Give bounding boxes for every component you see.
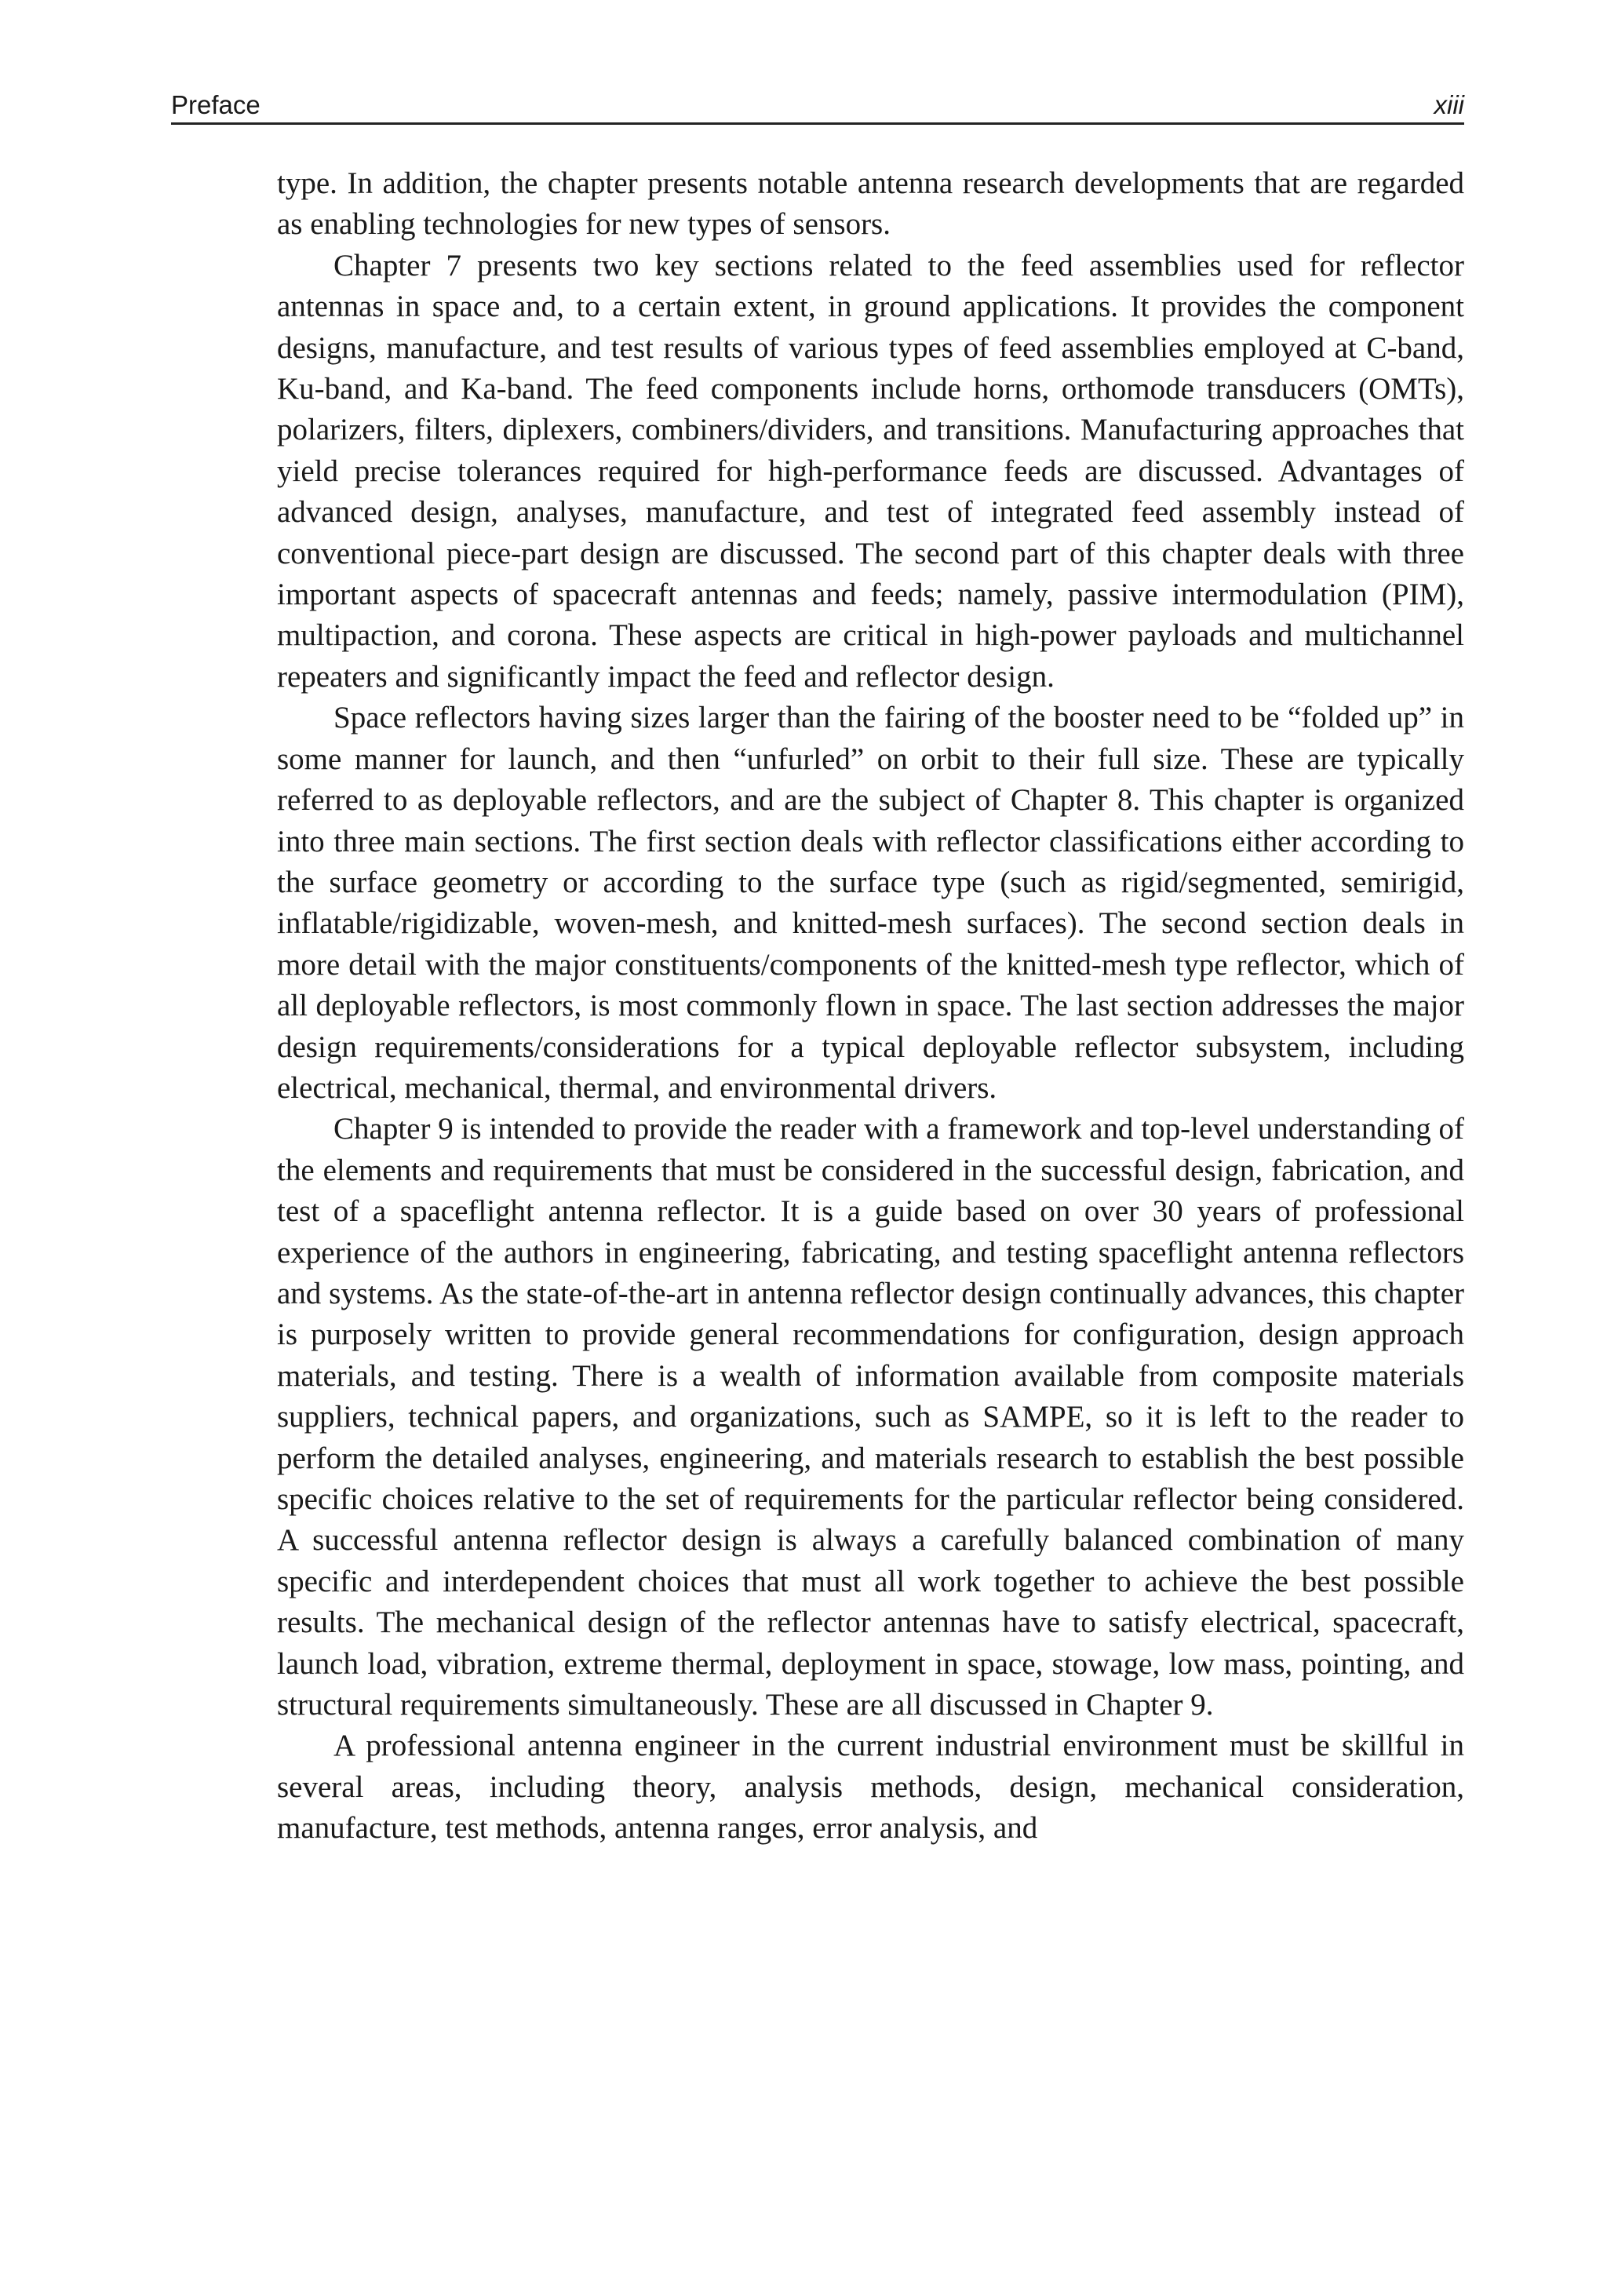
running-head-section-title: Preface [171, 90, 261, 119]
paragraph-antenna-engineer: A professional antenna engineer in the current industrial environment must be skillful in several areas, including theory, analysis methods, design, mechanical consideration, manufacture, test methods, antenna ranges, error analysis, and [277, 1729, 1464, 1846]
paragraph-chapter-7: Chapter 7 presents two key sections related to the feed assemblies used for reflector antennas in space and, to a certain extent, in ground applications. It provides the component designs, manufacture, and test results of various types of feed assemblies employed at C-band, Ku-band, and Ka-band. The feed components include horns, orthomode transducers (OMTs), polarizers, filters, diplexers, combiners/dividers, and transitions. Manufacturing approaches that yield precise tolerances required for high-performance feeds are discussed. Advantages of advanced design, analyses, manufacture, and test of integrated feed assembly instead of conventional piece-part design are discussed. The second part of this chapter deals with three important aspects of spacecraft antennas and feeds; namely, passive intermodulation (PIM), multipaction, and corona. These aspects are critical in high-power payloads and multichannel repeaters and significantly impact the feed and reflector design. [277, 248, 1464, 694]
body-text [277, 163, 1464, 1850]
page-number: xiii [1434, 90, 1464, 119]
paragraph-chapter-8: Space reflectors having sizes larger than the fairing of the booster need to be “folded up” in some manner for launch, and then “unfurled” on orbit to their full size. These are typically referred to as deployable reflectors, and are the subject of Chapter 8. This chapter is organized into three main sections. The first section deals with reflector classifications either according to the surface geometry or according to the surface type (such as rigid/segmented, semirigid, inflatable/rigidizable, woven-mesh, and knitted-mesh surfaces). The second section deals in more detail with the major constituents/components of the knitted-mesh type reflector, which of all deployable reflectors, is most commonly flown in space. The last section addresses the major design requirements/considerations for a typical deployable reflector subsystem, including electrical, mechanical, thermal, and environmental drivers. [277, 701, 1464, 1105]
paragraph-continued: type. In addition, the chapter presents notable antenna research developments that are regarded as enabling technologies for new types of sensors. [277, 166, 1464, 242]
paragraph-chapter-9: Chapter 9 is intended to provide the reader with a framework and top-level understanding of the elements and requirements that must be considered in the successful design, fabrication, and test of a spaceflight antenna reflector. It is a guide based on over 30 years of professional experience of the authors in engineering, fabricating, and testing spaceflight antenna reflectors and systems. As the state-of-the-art in antenna reflector design continually advances, this chapter is purposely written to provide general recommendations for configuration, design approach materials, and testing. There is a wealth of information available from composite materials suppliers, technical papers, and organizations, such as SAMPE, so it is left to the reader to perform the detailed analyses, engineering, and materials research to establish the best possible specific choices relative to the set of requirements for the particular reflector being considered. A successful antenna reflector design is always a carefully balanced combination of many specific and interdependent choices that must all work together to achieve the best possible results. The mechanical design of the reflector antennas have to satisfy electrical, spacecraft, launch load, vibration, extreme thermal, deployment in space, stowage, low mass, pointing, and structural requirements simultaneously. These are all discussed in Chapter 9. [277, 1112, 1464, 1722]
running-head [171, 88, 1464, 125]
